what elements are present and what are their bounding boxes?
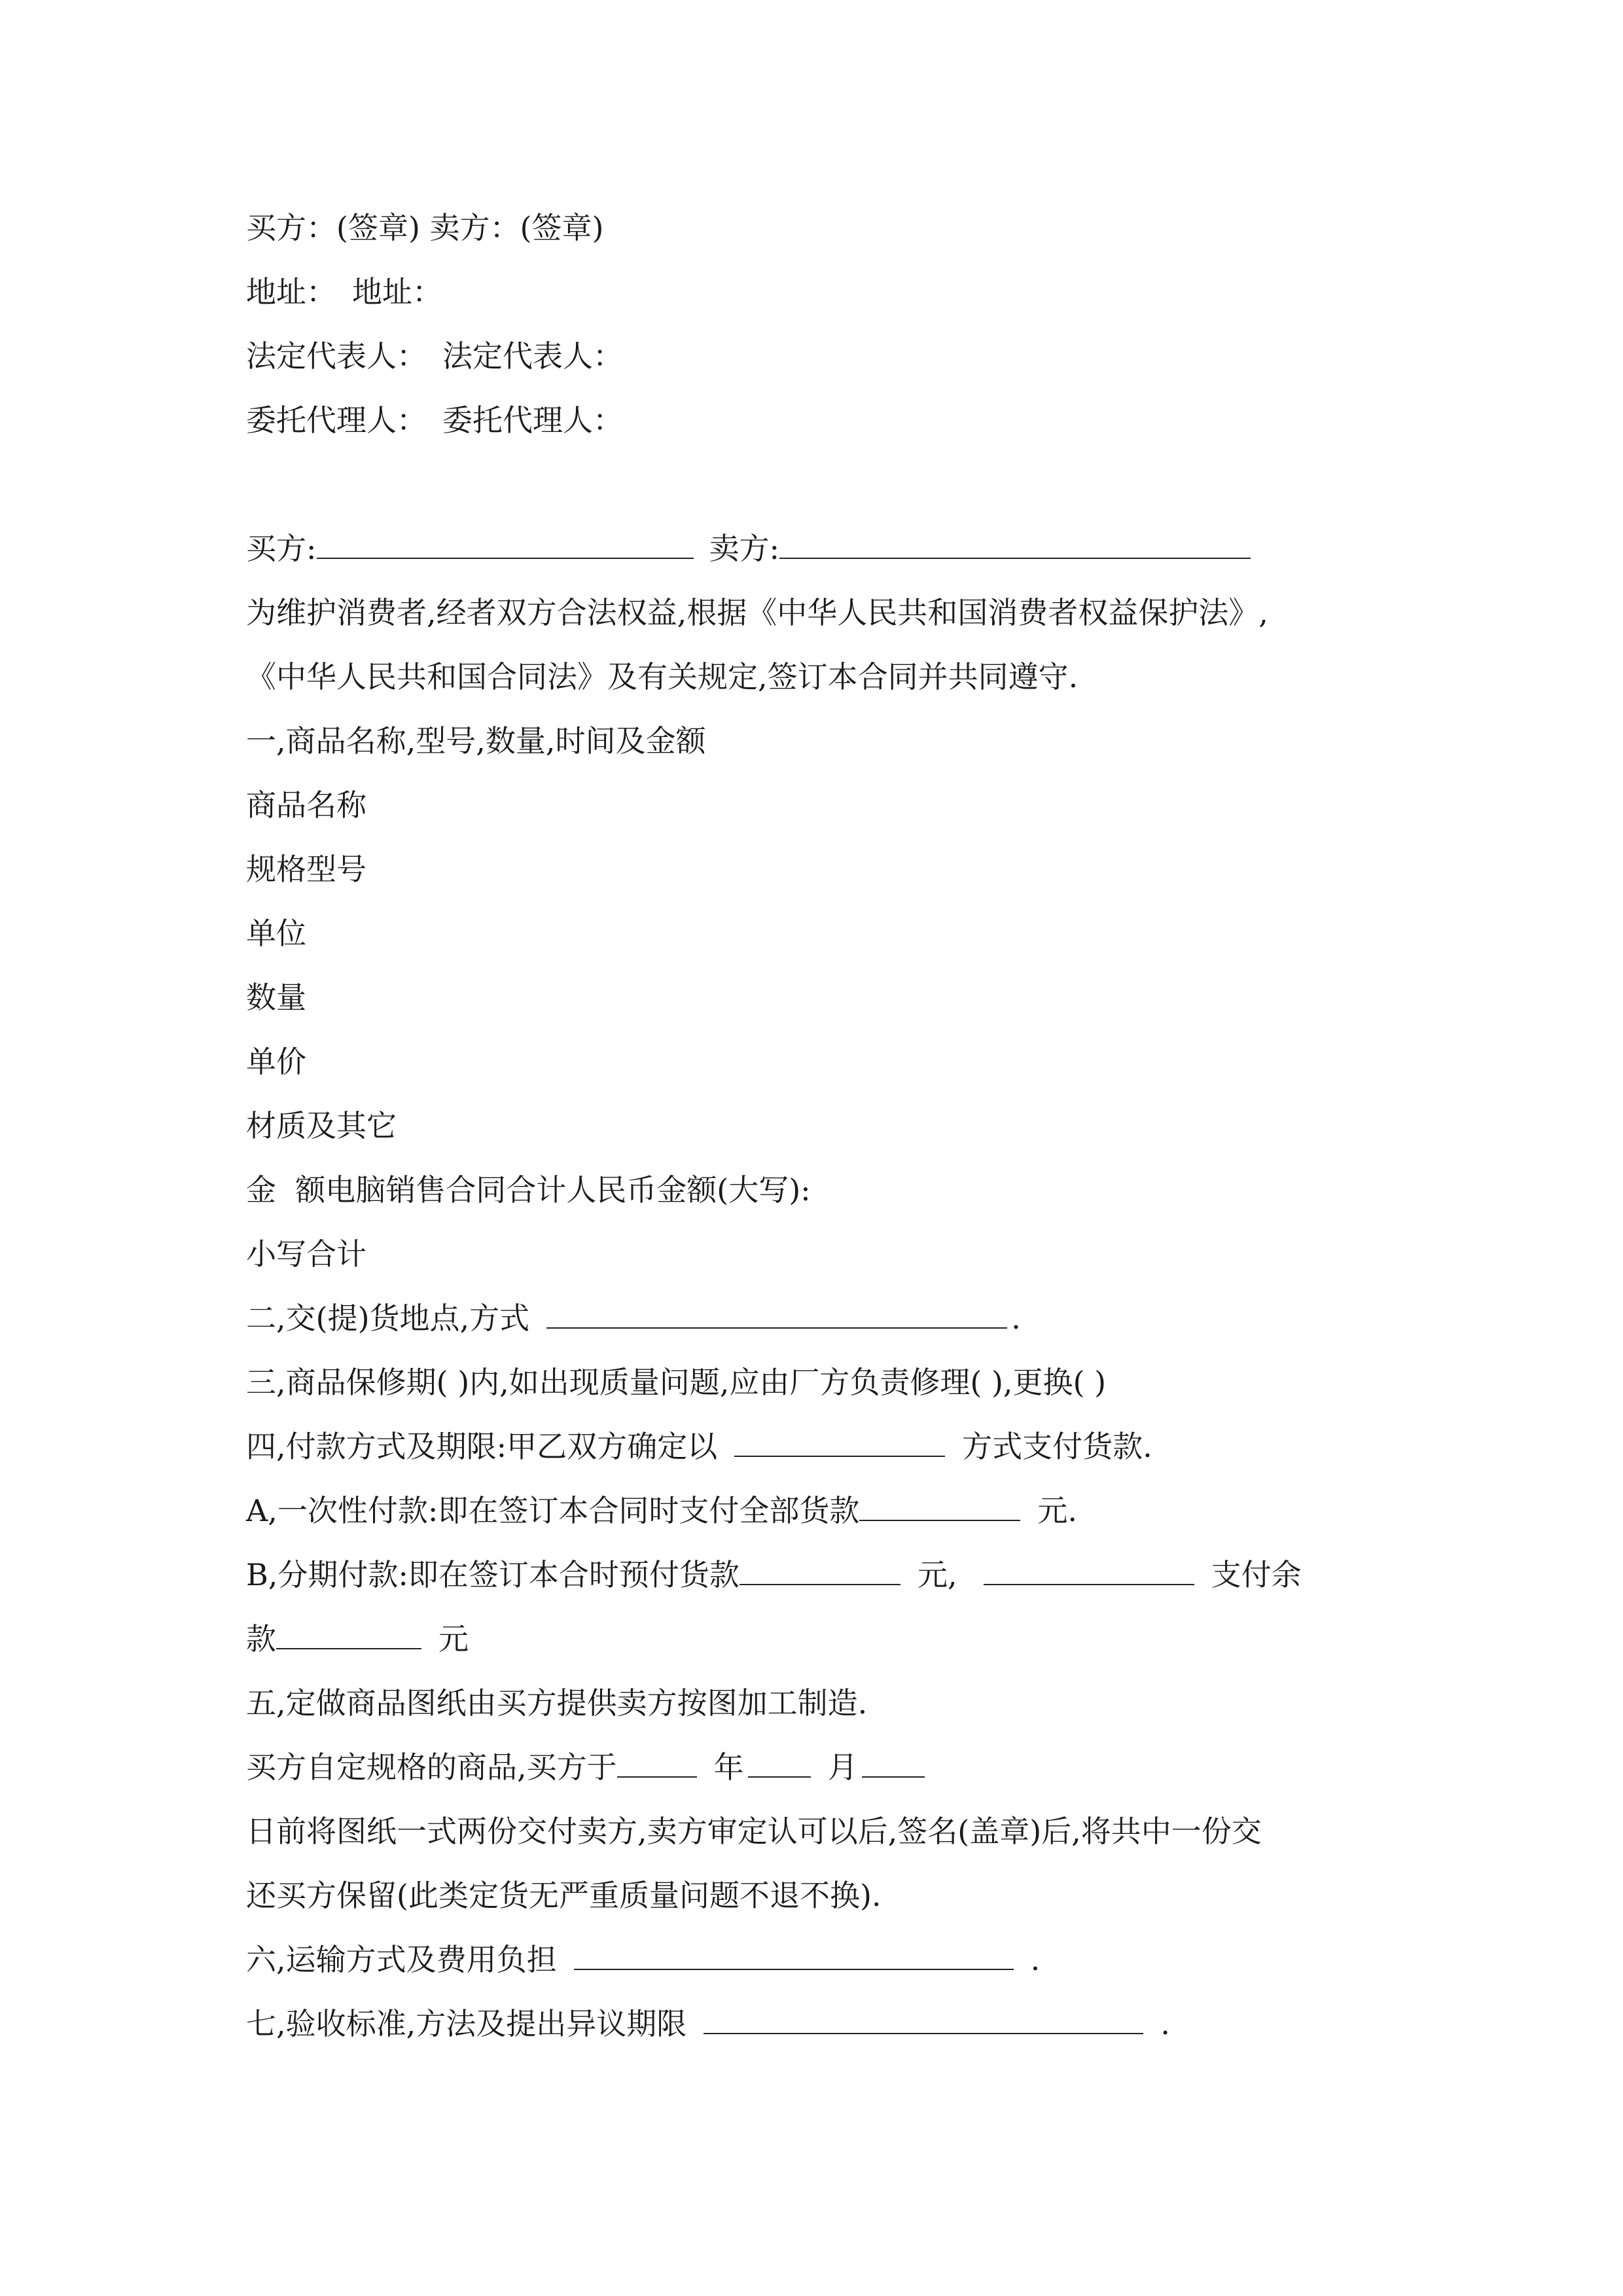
- section-7-text: 七,验收标准,方法及提出异议期限: [246, 2006, 687, 2041]
- section-2-text: 二,交(提)货地点,方式: [246, 1300, 530, 1336]
- buyer-address-label: 地址：: [246, 274, 336, 310]
- item-material-label: 材质及其它: [246, 1108, 397, 1143]
- payment-b-prepay-blank[interactable]: [740, 1558, 901, 1585]
- signature-line-address: [246, 272, 442, 312]
- item-spec-label: 规格型号: [246, 852, 366, 887]
- item-price-label: 单价: [246, 1044, 306, 1079]
- item-unit-line: [246, 914, 306, 953]
- buyer-label: 买方:: [246, 531, 317, 566]
- seller-blank[interactable]: [779, 531, 1251, 559]
- payment-b-text: B,分期付款:即在签订本合时预付货款: [246, 1557, 740, 1592]
- payment-b-date-blank[interactable]: [984, 1558, 1194, 1585]
- section-1-title: [246, 721, 706, 761]
- item-unit-label: 单位: [246, 916, 306, 951]
- section-4-line: [246, 1427, 1152, 1466]
- buyer-blank[interactable]: [317, 531, 694, 559]
- payment-b-remain-label: 支付余: [1211, 1557, 1302, 1592]
- total-upper-line: [246, 1170, 811, 1210]
- item-material-line: [246, 1106, 397, 1145]
- section-2-end: .: [1011, 1300, 1021, 1336]
- buyer-agent-label: 委托代理人：: [246, 403, 427, 438]
- custom-month-label: 月: [827, 1749, 858, 1785]
- section-5-text: 五,定做商品图纸由买方提供卖方按图加工制造.: [246, 1685, 868, 1721]
- payment-b-remain-unit: 元: [438, 1621, 469, 1657]
- section-3-text: 三,商品保修期( )内,如出现质量问题,应由厂方负责修理( ),更换( ): [246, 1365, 1107, 1400]
- section-4-text-a: 四,付款方式及期限:甲乙双方确定以: [246, 1429, 718, 1464]
- signature-parties-text: 买方：(签章) 卖方：(签章): [246, 210, 604, 245]
- preamble-text-2: 《中华人民共和国合同法》及有关规定,签订本合同并共同遵守.: [246, 659, 1079, 694]
- item-spec-line: [246, 850, 366, 889]
- section-6-end: .: [1030, 1942, 1041, 1977]
- contract-parties-line: [246, 529, 1255, 568]
- section-4-text-b: 方式支付货款.: [962, 1429, 1152, 1464]
- custom-line-3: [246, 1876, 882, 1915]
- payment-b-unit: 元,: [917, 1557, 957, 1592]
- section-7-line: [246, 2004, 1170, 2043]
- section-2-line: [246, 1299, 1021, 1338]
- payment-b-line: [246, 1555, 1302, 1594]
- custom-line-2: [246, 1812, 1262, 1851]
- custom-text-3: 还买方保留(此类定货无严重质量问题不退不换).: [246, 1878, 882, 1913]
- section-1-text: 一,商品名称,型号,数量,时间及金额: [246, 723, 706, 759]
- custom-line-1: [246, 1748, 929, 1787]
- custom-month-blank[interactable]: [748, 1750, 811, 1778]
- payment-b-line-2: [246, 1619, 469, 1659]
- custom-year-blank[interactable]: [617, 1750, 697, 1778]
- section-6-line: [246, 1940, 1040, 1979]
- payment-b-remain-text: 款: [246, 1621, 276, 1657]
- custom-year-label: 年: [713, 1749, 744, 1785]
- total-lower-label: 小写合计: [246, 1236, 366, 1272]
- signature-line-agent: [246, 401, 623, 440]
- total-upper-label: 金 额电脑销售合同合计人民币金额(大写):: [246, 1172, 811, 1208]
- payment-a-line: [246, 1491, 1077, 1530]
- payment-b-remain-blank[interactable]: [276, 1622, 421, 1649]
- item-qty-label: 数量: [246, 980, 306, 1015]
- preamble-line-2: [246, 657, 1078, 696]
- preamble-line-1: [246, 593, 1268, 632]
- custom-text-a: 买方自定规格的商品,买方于: [246, 1749, 617, 1785]
- transport-blank[interactable]: [574, 1943, 1014, 1970]
- seller-legal-rep-label: 法定代表人：: [442, 338, 623, 374]
- section-3-line: [246, 1363, 1106, 1402]
- custom-text-2: 日前将图纸一式两份交付卖方,卖方审定认可以后,签名(盖章)后,将共中一份交: [246, 1814, 1262, 1849]
- seller-label: 卖方:: [709, 531, 779, 566]
- payment-method-blank[interactable]: [734, 1429, 945, 1457]
- section-5-line: [246, 1683, 867, 1723]
- signature-line-parties: [246, 208, 603, 247]
- item-name-label: 商品名称: [246, 787, 366, 823]
- custom-day-blank[interactable]: [862, 1750, 925, 1778]
- payment-a-blank[interactable]: [859, 1494, 1020, 1521]
- item-price-line: [246, 1042, 306, 1081]
- payment-a-unit: 元.: [1037, 1493, 1077, 1528]
- total-lower-line: [246, 1234, 366, 1274]
- signature-line-legal-rep: [246, 336, 623, 376]
- item-name-line: [246, 785, 366, 825]
- seller-address-label: 地址：: [352, 274, 442, 310]
- section-7-end: .: [1160, 2006, 1170, 2041]
- buyer-legal-rep-label: 法定代表人：: [246, 338, 427, 374]
- payment-a-text: A,一次性付款:即在签订本合同时支付全部货款: [246, 1493, 860, 1528]
- preamble-text-1: 为维护消费者,经者双方合法权益,根据《中华人民共和国消费者权益保护法》,: [246, 595, 1268, 630]
- seller-agent-label: 委托代理人：: [442, 403, 623, 438]
- section-6-text: 六,运输方式及费用负担: [246, 1942, 557, 1977]
- item-qty-line: [246, 978, 306, 1017]
- delivery-blank[interactable]: [546, 1301, 1007, 1329]
- acceptance-blank[interactable]: [704, 2007, 1143, 2034]
